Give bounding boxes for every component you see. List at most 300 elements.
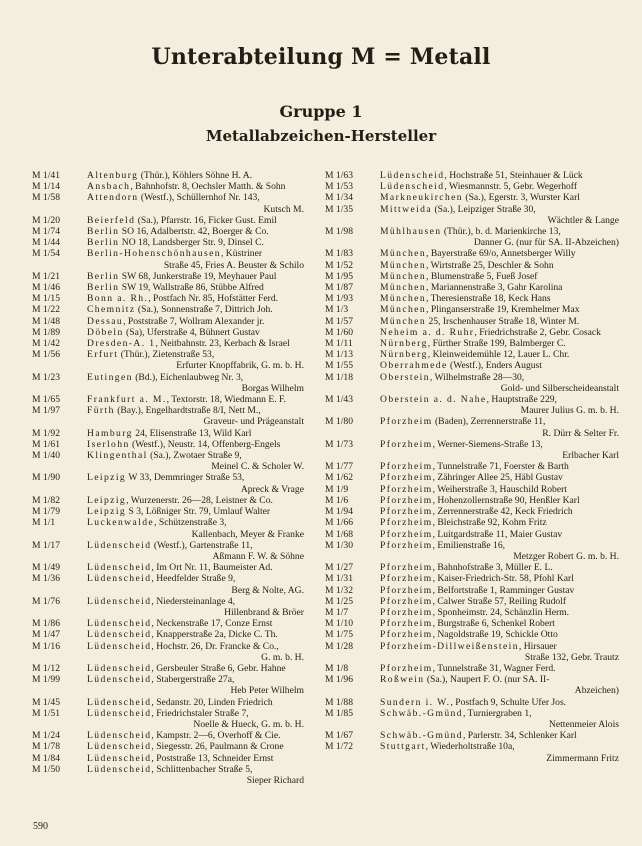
entry-text [87, 663, 304, 674]
entry-city: München [380, 304, 427, 316]
directory-entry [325, 629, 619, 640]
entry-code: M 1/57 [325, 315, 353, 327]
entry-continuation: Aßmann F. W. & Söhne [212, 550, 304, 562]
entry-text [87, 237, 304, 248]
entry-city: Berlin [87, 270, 120, 282]
entry-city: Chemnitz [87, 304, 136, 316]
entry-address: , Hohenzollernstraße 90, Henßler Karl [432, 494, 580, 506]
entry-text [380, 506, 619, 517]
entry-code: M 1/15 [32, 293, 60, 305]
directory-entry [32, 316, 304, 327]
entry-code: M 1/43 [325, 394, 353, 406]
directory-entry [32, 293, 304, 304]
entry-text [87, 573, 304, 584]
entry-address: (Thür.), Köhlers Söhne H. A. [138, 170, 253, 181]
directory-entry [32, 540, 304, 562]
entry-code: M 1/1 [32, 517, 56, 529]
entry-text [380, 708, 619, 719]
entry-address: , Wiesmannstr. 5, Gebr. Wegerhoff [444, 181, 578, 193]
entry-city: Pforzheim [380, 573, 433, 585]
entry-code: M 1/79 [32, 506, 60, 518]
entry-city: Lüdenscheid [87, 752, 152, 764]
entry-text [87, 697, 304, 708]
entry-text [87, 428, 304, 439]
entry-city: Neheim a. d. Ruhr [380, 326, 475, 338]
entry-code: M 1/98 [325, 226, 353, 238]
directory-entry [325, 517, 619, 528]
directory-entry [32, 439, 304, 450]
entry-code: M 1/90 [32, 472, 60, 484]
entry-address: , Calwer Straße 57, Reiling Rudolf [432, 595, 567, 607]
directory-entry [32, 450, 304, 472]
entry-text [87, 282, 304, 293]
entry-text [380, 697, 619, 708]
entry-text [380, 629, 619, 640]
directory-entry [325, 506, 619, 517]
entry-text [380, 394, 619, 405]
entry-code: M 1/77 [325, 461, 353, 473]
entry-address: , Wirtstraße 25, Deschler & Sohn [426, 259, 554, 271]
entry-code: M 1/53 [325, 181, 353, 193]
entry-text [380, 192, 619, 203]
directory-entry [325, 416, 619, 438]
entry-address: , Postfach Nr. 85, Hofstätter Ferd. [148, 293, 279, 305]
entry-code: M 1/73 [325, 438, 353, 450]
directory-entry [325, 730, 619, 741]
entry-code: M 1/78 [32, 741, 60, 753]
entry-text [380, 181, 619, 192]
entry-code: M 1/93 [325, 293, 353, 305]
entry-city: Lüdenscheid [380, 181, 445, 193]
entry-code: M 1/20 [32, 214, 60, 226]
entry-address: , Schützenstraße 3, [154, 517, 227, 529]
directory-entry [325, 607, 619, 618]
entry-code: M 1/12 [32, 662, 60, 674]
directory-entry [32, 708, 304, 730]
entry-text [380, 316, 619, 327]
directory-entry [325, 181, 619, 192]
entry-code: M 1/13 [325, 349, 353, 361]
directory-entry [32, 730, 304, 741]
directory-entry [325, 741, 619, 763]
directory-entry [325, 248, 619, 259]
entry-text [87, 506, 304, 517]
entry-city: München [380, 282, 427, 294]
directory-entry [325, 697, 619, 708]
entry-city: Pforzheim [380, 528, 433, 540]
entry-code: M 1/18 [325, 371, 353, 383]
entry-text [380, 741, 619, 752]
entry-code: M 1/52 [325, 259, 353, 271]
directory-entry [325, 316, 619, 327]
entry-code: M 1/48 [32, 315, 60, 327]
entry-address: , Heedfelder Straße 9, [151, 573, 236, 585]
entry-text [87, 753, 304, 764]
entry-continuation: Kutsch M. [263, 203, 304, 215]
entry-code: M 1/34 [325, 192, 353, 204]
directory-entry [325, 360, 619, 371]
entry-code: M 1/47 [32, 629, 60, 641]
entry-code: M 1/14 [32, 181, 60, 193]
entry-city: Berlin [87, 282, 120, 294]
entry-text [87, 316, 304, 327]
directory-entry [32, 349, 304, 371]
entry-city: Lüdenscheid [87, 763, 152, 775]
left-column [32, 170, 304, 786]
entry-continuation: Berg & Nolte, AG. [231, 584, 304, 596]
entry-city: Eutingen [87, 371, 133, 383]
entry-city: Mittweida [380, 203, 433, 215]
entry-city: Altenburg [87, 170, 139, 181]
entry-city: Berlin [87, 226, 120, 238]
entry-city: Bonn a. Rh. [87, 293, 149, 305]
directory-entry [32, 226, 304, 237]
entry-city: Markneukirchen [380, 192, 463, 204]
entry-code: M 1/7 [325, 606, 349, 618]
entry-text [87, 730, 304, 741]
directory-entry [325, 338, 619, 349]
group-subtitle: Metallabzeichen-Hersteller [205, 127, 437, 145]
entry-text [87, 338, 304, 349]
entry-text [380, 674, 619, 685]
entry-city: Iserlohn [87, 438, 130, 450]
entry-code: M 1/99 [32, 674, 60, 686]
entry-text [87, 248, 304, 259]
entry-code: M 1/83 [325, 248, 353, 260]
directory-entry [32, 192, 304, 214]
group-heading: Gruppe 1 [279, 102, 363, 121]
entry-continuation: G. m. b. H. [261, 651, 304, 663]
entry-address: , Plinganserstraße 19, Kremhelmer Max [426, 304, 580, 316]
entry-code: M 1/10 [325, 618, 353, 630]
directory-entry [325, 573, 619, 584]
entry-text [87, 674, 304, 685]
entry-text [87, 192, 304, 203]
entry-address: , Kleinweidemühle 12, Lauer L. Chr. [427, 349, 570, 361]
entry-code: M 1/36 [32, 573, 60, 585]
directory-entry [325, 495, 619, 506]
entry-address: , Küstriner [220, 248, 263, 260]
entry-city: Oberrahmede [380, 360, 448, 372]
entry-city: München [380, 259, 427, 271]
entry-address: , Theresienstraße 18, Keck Hans [426, 293, 551, 305]
directory-entry [325, 271, 619, 282]
entry-address: 25, Irschenhauser Straße 18, Winter M. [426, 315, 580, 327]
entry-code: M 1/58 [32, 192, 60, 204]
directory-entry [32, 372, 304, 394]
directory-entry [325, 562, 619, 573]
directory-entry [32, 338, 304, 349]
entry-continuation: Hillenbrand & Bröer [224, 606, 304, 618]
page-number: 590 [33, 821, 48, 832]
entry-city: Döbeln [87, 326, 124, 338]
entry-address: , Nagoldstraße 19, Schickle Otto [432, 629, 558, 641]
entry-address: , Wiederholtstraße 10a, [425, 741, 515, 753]
entry-text [380, 562, 619, 573]
entry-address: (Sa.), Naupert F. O. (nur SA. II- [424, 674, 550, 686]
entry-city: Beierfeld [87, 214, 136, 226]
directory-entry [325, 192, 619, 203]
entry-city: Mühlhausen [380, 226, 442, 238]
entry-code: M 1/42 [32, 338, 60, 350]
entry-address: , Mariannenstraße 3, Gahr Karolina [426, 282, 563, 294]
entry-address: , Im Ort Nr. 11, Baumeister Ad. [151, 562, 273, 574]
entry-code: M 1/74 [32, 226, 60, 238]
entry-address: , Zähringer Allee 25, Häbl Gustav [432, 472, 563, 484]
entry-city: Nürnberg [380, 349, 428, 361]
entry-code: M 1/16 [32, 640, 60, 652]
directory-entry [32, 304, 304, 315]
directory-entry [32, 629, 304, 640]
entry-city: Pforzheim [380, 562, 433, 574]
directory-entry [32, 596, 304, 618]
entry-text [380, 226, 619, 237]
directory-entry [32, 170, 304, 181]
entry-address: , Postfach 9, Schulte Ufer Jos. [450, 696, 567, 708]
directory-entry [32, 282, 304, 293]
entry-address: (Thür.), b. d. Marienkirche 13, [441, 226, 561, 238]
entry-code: M 1/25 [325, 595, 353, 607]
entry-code: M 1/92 [32, 427, 60, 439]
entry-code: M 1/30 [325, 539, 353, 551]
entry-continuation: Noelle & Hueck, G. m. b. H. [193, 718, 304, 730]
entry-address: (Sa), Uferstraße 4, Bühnert Gustav [123, 326, 260, 338]
directory-entry [32, 181, 304, 192]
entry-continuation: Zimmermann Fritz [546, 752, 619, 764]
entry-address: , Luitgardstraße 11, Maier Gustav [432, 528, 563, 540]
entry-text [87, 450, 304, 461]
entry-code: M 1/50 [32, 763, 60, 775]
entry-code: M 1/35 [325, 203, 353, 215]
entry-city: Pforzheim [380, 494, 433, 506]
entry-address: , Schlittenbacher Straße 5, [151, 763, 253, 775]
directory-entry [32, 495, 304, 506]
entry-text [380, 327, 619, 338]
entry-city: Lüdenscheid [87, 629, 152, 641]
directory-entry [325, 596, 619, 607]
entry-address: , Stabergerstraße 27a, [151, 674, 235, 686]
entry-city: Schwäb.-Gmünd [380, 707, 463, 719]
entry-address: (Sa.), Egerstr. 3, Wurster Karl [463, 192, 580, 204]
entry-text [380, 349, 619, 360]
entry-text [87, 405, 304, 416]
entry-continuation: Kallenbach, Meyer & Franke [191, 528, 304, 540]
directory-entry [325, 484, 619, 495]
entry-address: 24, Elisenstraße 13, Wild Karl [132, 427, 252, 439]
directory-entry [32, 753, 304, 764]
entry-address: , Parlerstr. 34, Schlenker Karl [462, 730, 577, 742]
entry-code: M 1/54 [32, 248, 60, 260]
entry-code: M 1/6 [325, 494, 349, 506]
directory-entry [325, 439, 619, 461]
entry-city: Pforzheim [380, 539, 433, 551]
entry-text [380, 204, 619, 215]
entry-address: , Hauptstraße 229, [486, 394, 557, 406]
entry-city: Schwäb.-Gmünd [380, 730, 463, 742]
entry-code: M 1/72 [325, 741, 353, 753]
entry-address: , Emilienstraße 16, [432, 539, 506, 551]
entry-code: M 1/94 [325, 506, 353, 518]
entry-code: M 1/8 [325, 662, 349, 674]
entry-continuation: Abzeichen) [574, 685, 619, 697]
entry-address: , Wurzenerstr. 26—28, Leistner & Co. [126, 494, 273, 506]
entry-continuation: Danner G. (nur für SA. II-Abzeichen) [473, 237, 619, 249]
entry-address: , Bayerstraße 69/o, Annetsberger Willy [426, 248, 576, 260]
entry-text [380, 372, 619, 383]
entry-continuation: Meinel C. & Scholer W. [211, 461, 304, 473]
entry-code: M 1/75 [325, 629, 353, 641]
entry-text [380, 517, 619, 528]
entry-code: M 1/89 [32, 326, 60, 338]
entry-code: M 1/85 [325, 707, 353, 719]
directory-entry [325, 472, 619, 483]
directory-entry [325, 327, 619, 338]
entry-address: (Sa.), Zwotaer Straße 9, [147, 450, 242, 462]
entry-city: Pforzheim [380, 483, 433, 495]
entry-continuation: Graveur- und Prägeanstalt [203, 416, 304, 428]
entry-city: Klingenthal [87, 450, 148, 462]
entry-code: M 1/41 [32, 170, 60, 181]
entry-text [87, 349, 304, 360]
entry-text [87, 472, 304, 483]
entry-address: , Poststraße 13, Schneider Ernst [151, 752, 274, 764]
entry-code: M 1/40 [32, 450, 60, 462]
entry-city: Ansbach [87, 181, 131, 193]
entry-continuation: R. Dürr & Selter Fr. [542, 427, 619, 439]
entry-city: Erfurt [87, 349, 119, 361]
entry-code: M 1/82 [32, 494, 60, 506]
entry-continuation: Erlbacher Karl [562, 450, 619, 462]
entry-code: M 1/45 [32, 696, 60, 708]
entry-text [380, 271, 619, 282]
entry-address: SO 16, Adalbertstr. 42, Boerger & Co. [119, 226, 269, 238]
entry-text [87, 372, 304, 383]
entry-code: M 1/87 [325, 282, 353, 294]
entry-city: Oberstein [380, 371, 430, 383]
entry-address: , Friedrichstraße 2, Gebr. Cosack [474, 326, 601, 338]
entry-address: , Tunnelstraße 71, Foerster & Barth [432, 461, 569, 473]
entry-city: Pforzheim [380, 416, 433, 428]
entry-address: (Bay.), Engelhardtstraße 8/I, Nett M., [114, 405, 261, 417]
directory-entry [325, 529, 619, 540]
entry-city: Pforzheim [380, 662, 433, 674]
directory-entry [325, 585, 619, 596]
entry-city: Dessau [87, 315, 124, 327]
entry-code: M 1/31 [325, 573, 353, 585]
entry-code: M 1/95 [325, 270, 353, 282]
entry-city: Lüdenscheid [87, 618, 152, 630]
entry-continuation: Apreck & Vrage [240, 483, 304, 495]
entry-city: Pforzheim [380, 438, 433, 450]
directory-entry [325, 304, 619, 315]
entry-code: M 1/66 [325, 517, 353, 529]
entry-city: Roßwein [380, 674, 425, 686]
entry-address: , Weiherstraße 3, Hauschild Robert [432, 483, 567, 495]
entry-address: (Westf.), Enders August [447, 360, 542, 372]
directory-entry [32, 674, 304, 696]
entry-code: M 1/60 [325, 326, 353, 338]
entry-text [380, 484, 619, 495]
entry-address: (Westf.), Schüllernhof Nr. 143, [138, 192, 260, 204]
entry-continuation: Nettenmeier Alois [548, 718, 619, 730]
directory-entry [325, 674, 619, 696]
entry-code: M 1/56 [32, 349, 60, 361]
entry-city: Berlin [87, 237, 120, 249]
entry-code: M 1/61 [32, 438, 60, 450]
entry-code: M 1/86 [32, 618, 60, 630]
entry-code: M 1/49 [32, 562, 60, 574]
entry-city: Hamburg [87, 427, 133, 439]
entry-address: NO 18, Landsberger Str. 9, Dinsel C. [119, 237, 264, 249]
entry-address: , Sedanstr. 20, Linden Friedrich [151, 696, 273, 708]
entry-continuation: Erfurter Knopffabrik, G. m. b. H. [176, 360, 304, 372]
entry-address: , Bleichstraße 92, Kohm Fritz [432, 517, 547, 529]
entry-code: M 1/27 [325, 562, 353, 574]
entry-address: , Tunnelstraße 31, Wagner Ferd. [432, 662, 556, 674]
right-column [325, 170, 619, 764]
entry-address: S 3, Lößniger Str. 79, Umlauf Walter [126, 506, 271, 518]
directory-entry [325, 170, 619, 181]
entry-continuation: Gold- und Silberscheideanstalt [500, 382, 619, 394]
entry-text [380, 472, 619, 483]
entry-code: M 1/84 [32, 752, 60, 764]
directory-entry [32, 428, 304, 439]
entry-address: , Bahnhofstraße 3, Müller E. L. [432, 562, 553, 574]
entry-city: Leipzig [87, 472, 127, 484]
entry-city: Pforzheim [380, 606, 433, 618]
entry-city: Pforzheim [380, 584, 433, 596]
entry-text [87, 517, 304, 528]
entry-city: Sundern i. W. [380, 696, 451, 708]
entry-text [87, 439, 304, 450]
entry-text [380, 260, 619, 271]
directory-entry [32, 573, 304, 595]
entry-code: M 1/44 [32, 237, 60, 249]
entry-code: M 1/63 [325, 170, 353, 181]
entry-city: München [380, 270, 427, 282]
entry-city: Oberstein a. d. Nahe [380, 394, 487, 406]
entry-address: (Westf.), Gartenstraße 11, [151, 539, 253, 551]
directory-entry [32, 248, 304, 270]
entry-city: Lüdenscheid [87, 539, 152, 551]
entry-code: M 1/68 [325, 528, 353, 540]
directory-entry [32, 215, 304, 226]
directory-entry [325, 641, 619, 663]
entry-city: München [380, 315, 427, 327]
entry-address: , Kampstr. 2—6, Overhoff & Cie. [151, 730, 281, 742]
directory-entry [325, 204, 619, 226]
entry-text [380, 540, 619, 551]
entry-text [380, 282, 619, 293]
entry-address: (Bd.), Eichenlaubweg Nr. 3, [132, 371, 244, 383]
entry-code: M 1/32 [325, 584, 353, 596]
entry-text [87, 708, 304, 719]
directory-entry [32, 506, 304, 517]
entry-address: , Hochstraße 51, Steinhauer & Lück [444, 170, 583, 181]
entry-address: (Baden), Zerrennerstraße 11, [432, 416, 546, 428]
directory-entry [32, 697, 304, 708]
entry-text [87, 293, 304, 304]
entry-city: Pforzheim [380, 618, 433, 630]
entry-code: M 1/97 [32, 405, 60, 417]
entry-city: Lüdenscheid [87, 741, 152, 753]
entry-text [380, 596, 619, 607]
entry-text [380, 730, 619, 741]
entry-text [380, 461, 619, 472]
entry-text [87, 618, 304, 629]
directory-entry [32, 394, 304, 405]
entry-city: Luckenwalde [87, 517, 155, 529]
